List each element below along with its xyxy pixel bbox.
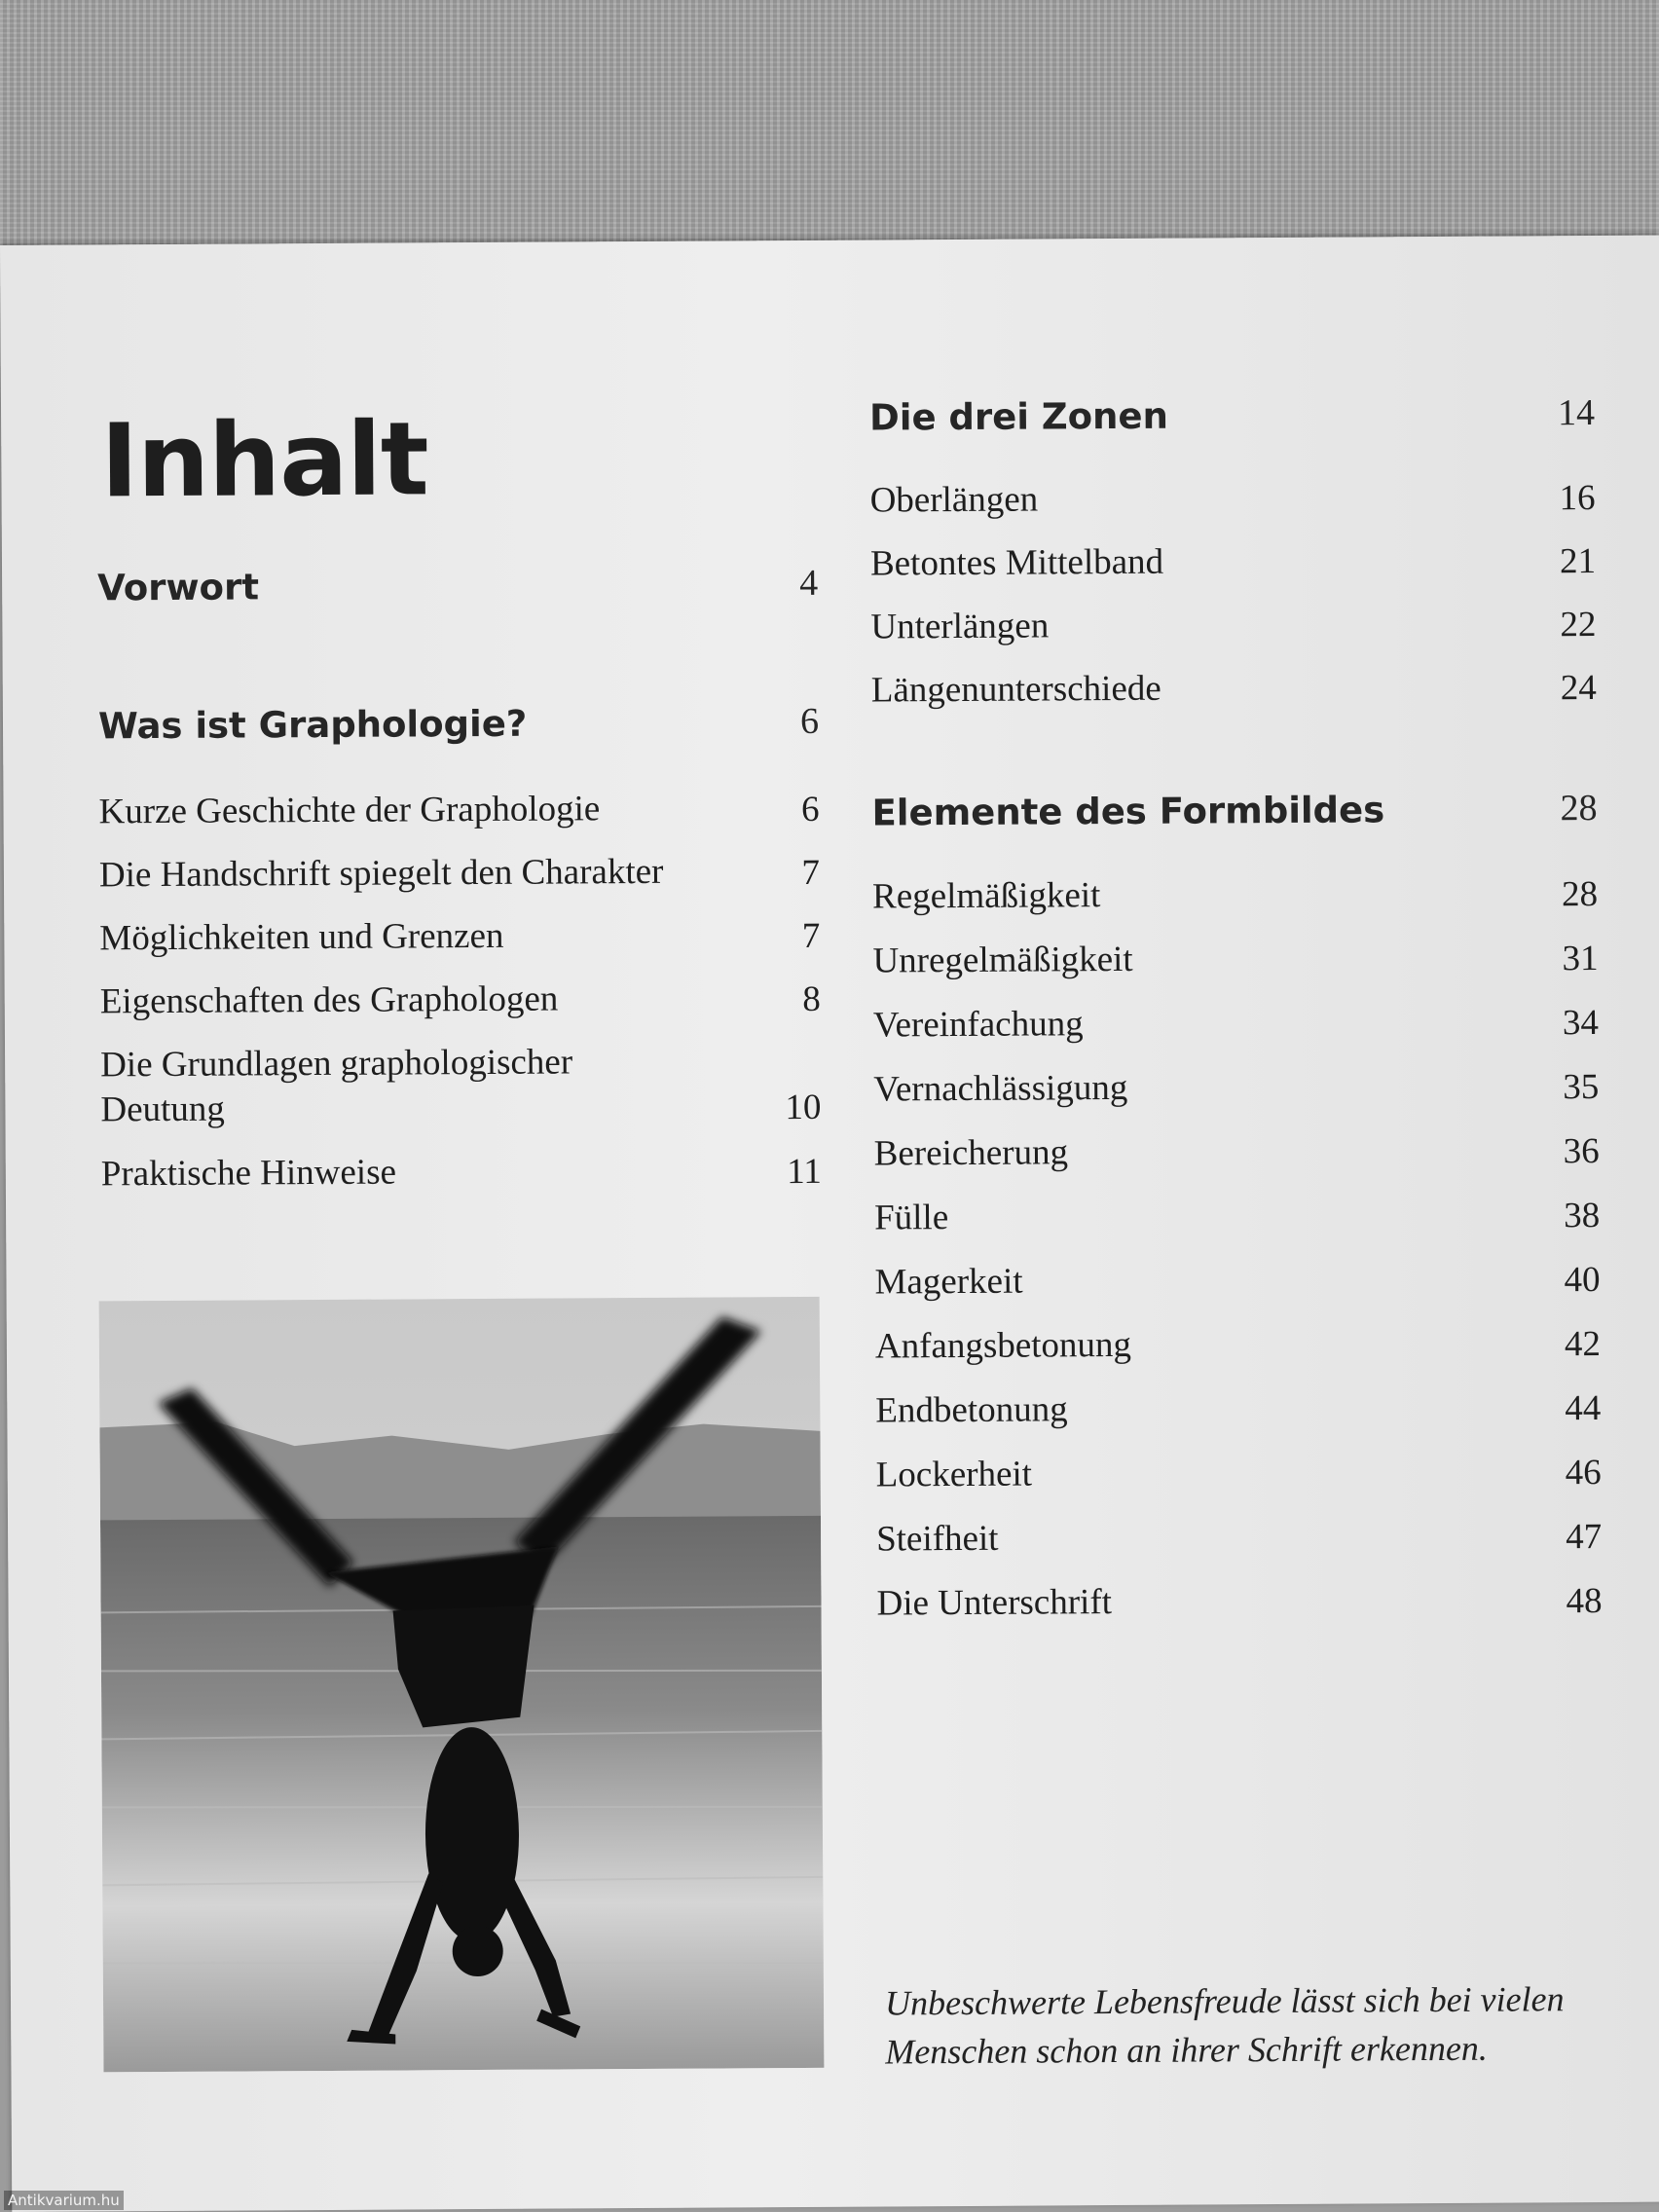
toc-entry [876, 1577, 1602, 1627]
toc-entry [874, 1192, 1600, 1241]
toc-entry-page: 40 [1564, 1259, 1601, 1301]
toc-entry [99, 912, 820, 962]
toc-entry [872, 935, 1598, 984]
toc-heading-page: 4 [799, 562, 819, 604]
toc-heading-label: Elemente des Formbildes [871, 789, 1385, 834]
toc-entry-label: Anfangsbetonung [874, 1324, 1132, 1367]
toc-entry [99, 849, 820, 899]
toc-entry [876, 1513, 1602, 1563]
toc-entry-label: Vereinfachung [872, 1004, 1084, 1046]
toc-entry-page: 42 [1564, 1323, 1602, 1365]
toc-entry-page: 28 [1561, 873, 1599, 915]
toc-entry-page: 7 [801, 852, 821, 893]
toc-entry-label: Möglichkeiten und Grenzen [99, 915, 504, 959]
toc-heading-page: 28 [1560, 787, 1598, 830]
toc-heading-label: Was ist Graphologie? [97, 702, 528, 748]
toc-entry-page: 31 [1562, 938, 1599, 979]
toc-entry [870, 601, 1596, 650]
toc-entry-page: 48 [1566, 1580, 1603, 1622]
toc-entry-page: 24 [1560, 667, 1597, 709]
toc-entry-label: Die Grundlagen graphologischer Deutung [100, 1042, 573, 1130]
toc-entry-label: Betontes Mittelband [869, 541, 1164, 584]
toc-entry-label: Unregelmäßigkeit [872, 939, 1133, 981]
toc-entry [871, 664, 1597, 714]
toc-entry-label: Eigenschaften des Graphologen [99, 978, 559, 1022]
toc-entry [875, 1320, 1601, 1370]
toc-entry-page: 10 [785, 1087, 822, 1128]
toc-heading-was-ist-graphologie [98, 700, 819, 748]
toc-entry-label: Endbetonung [875, 1389, 1068, 1431]
toc-entry-label: Bereicherung [873, 1132, 1069, 1174]
toc-entry [873, 1063, 1599, 1113]
toc-entry-page: 16 [1559, 477, 1596, 519]
toc-heading-elemente-des-formbildes [871, 787, 1597, 834]
toc-entry-page: 7 [801, 915, 821, 956]
toc-entry-label: Magerkeit [874, 1261, 1023, 1303]
toc-entry [100, 976, 821, 1025]
toc-entry-page: 8 [802, 978, 821, 1019]
page-title: Inhalt [99, 399, 429, 521]
toc-entry-page: 11 [787, 1151, 822, 1193]
toc-entry-label: Längenunterschiede [870, 668, 1161, 711]
toc-entry-label: Fülle [873, 1198, 949, 1238]
toc-entry [874, 1127, 1600, 1177]
toc-entry [98, 786, 819, 835]
toc-heading-vorwort [97, 562, 818, 609]
toc-entry-page: 6 [800, 789, 820, 830]
toc-entry-label: Lockerheit [875, 1454, 1033, 1495]
toc-heading-die-drei-zonen [869, 391, 1595, 439]
toc-heading-label: Die drei Zonen [868, 394, 1169, 439]
photo-caption: Unbeschwerte Lebensfreude lässt sich bei vielen Menschen schon an ihrer Schrift erkennen. [884, 1979, 1565, 2072]
toc-entry-label: Kurze Geschichte der Graphologie [98, 789, 601, 832]
toc-entry [872, 870, 1598, 920]
toc-heading-label: Vorwort [97, 566, 260, 609]
toc-entry [873, 999, 1599, 1049]
toc-heading-page: 14 [1557, 391, 1596, 434]
book-page [0, 236, 1659, 2212]
toc-entry [101, 1148, 822, 1198]
toc-entry-page: 46 [1565, 1452, 1602, 1493]
toc-entry-label: Unterlängen [870, 606, 1050, 647]
toc-entry-page: 21 [1559, 540, 1597, 582]
toc-entry-label: Vernachlässigung [873, 1067, 1128, 1110]
toc-entry-page: 35 [1563, 1066, 1600, 1108]
toc-entry-label: Steifheit [876, 1518, 999, 1560]
background-surface [0, 0, 1659, 263]
toc-entry-page: 38 [1563, 1195, 1601, 1236]
toc-entry-page: 36 [1563, 1130, 1600, 1172]
toc-entry-page: 44 [1565, 1387, 1602, 1429]
toc-entry-label: Oberlängen [869, 479, 1039, 521]
toc-heading-page: 6 [799, 700, 820, 742]
toc-entry-page: 47 [1566, 1516, 1603, 1558]
toc-entry [870, 537, 1596, 587]
toc-entry-label: Praktische Hinweise [100, 1152, 397, 1195]
toc-entry-label: Regelmäßigkeit [871, 875, 1101, 917]
toc-entry [100, 1039, 822, 1133]
toc-entry [875, 1384, 1601, 1434]
toc-entry-page: 34 [1562, 1002, 1600, 1044]
toc-entry [874, 1256, 1600, 1306]
watermark: Antikvarium.hu [4, 2191, 124, 2210]
toc-entry [869, 474, 1595, 524]
toc-entry-label: Die Handschrift spiegelt den Charakter [98, 851, 664, 896]
cartwheel-photo [99, 1297, 825, 2073]
toc-entry-label: Die Unterschrift [876, 1582, 1113, 1624]
toc-entry [876, 1449, 1602, 1498]
toc-entry-page: 22 [1560, 604, 1597, 645]
